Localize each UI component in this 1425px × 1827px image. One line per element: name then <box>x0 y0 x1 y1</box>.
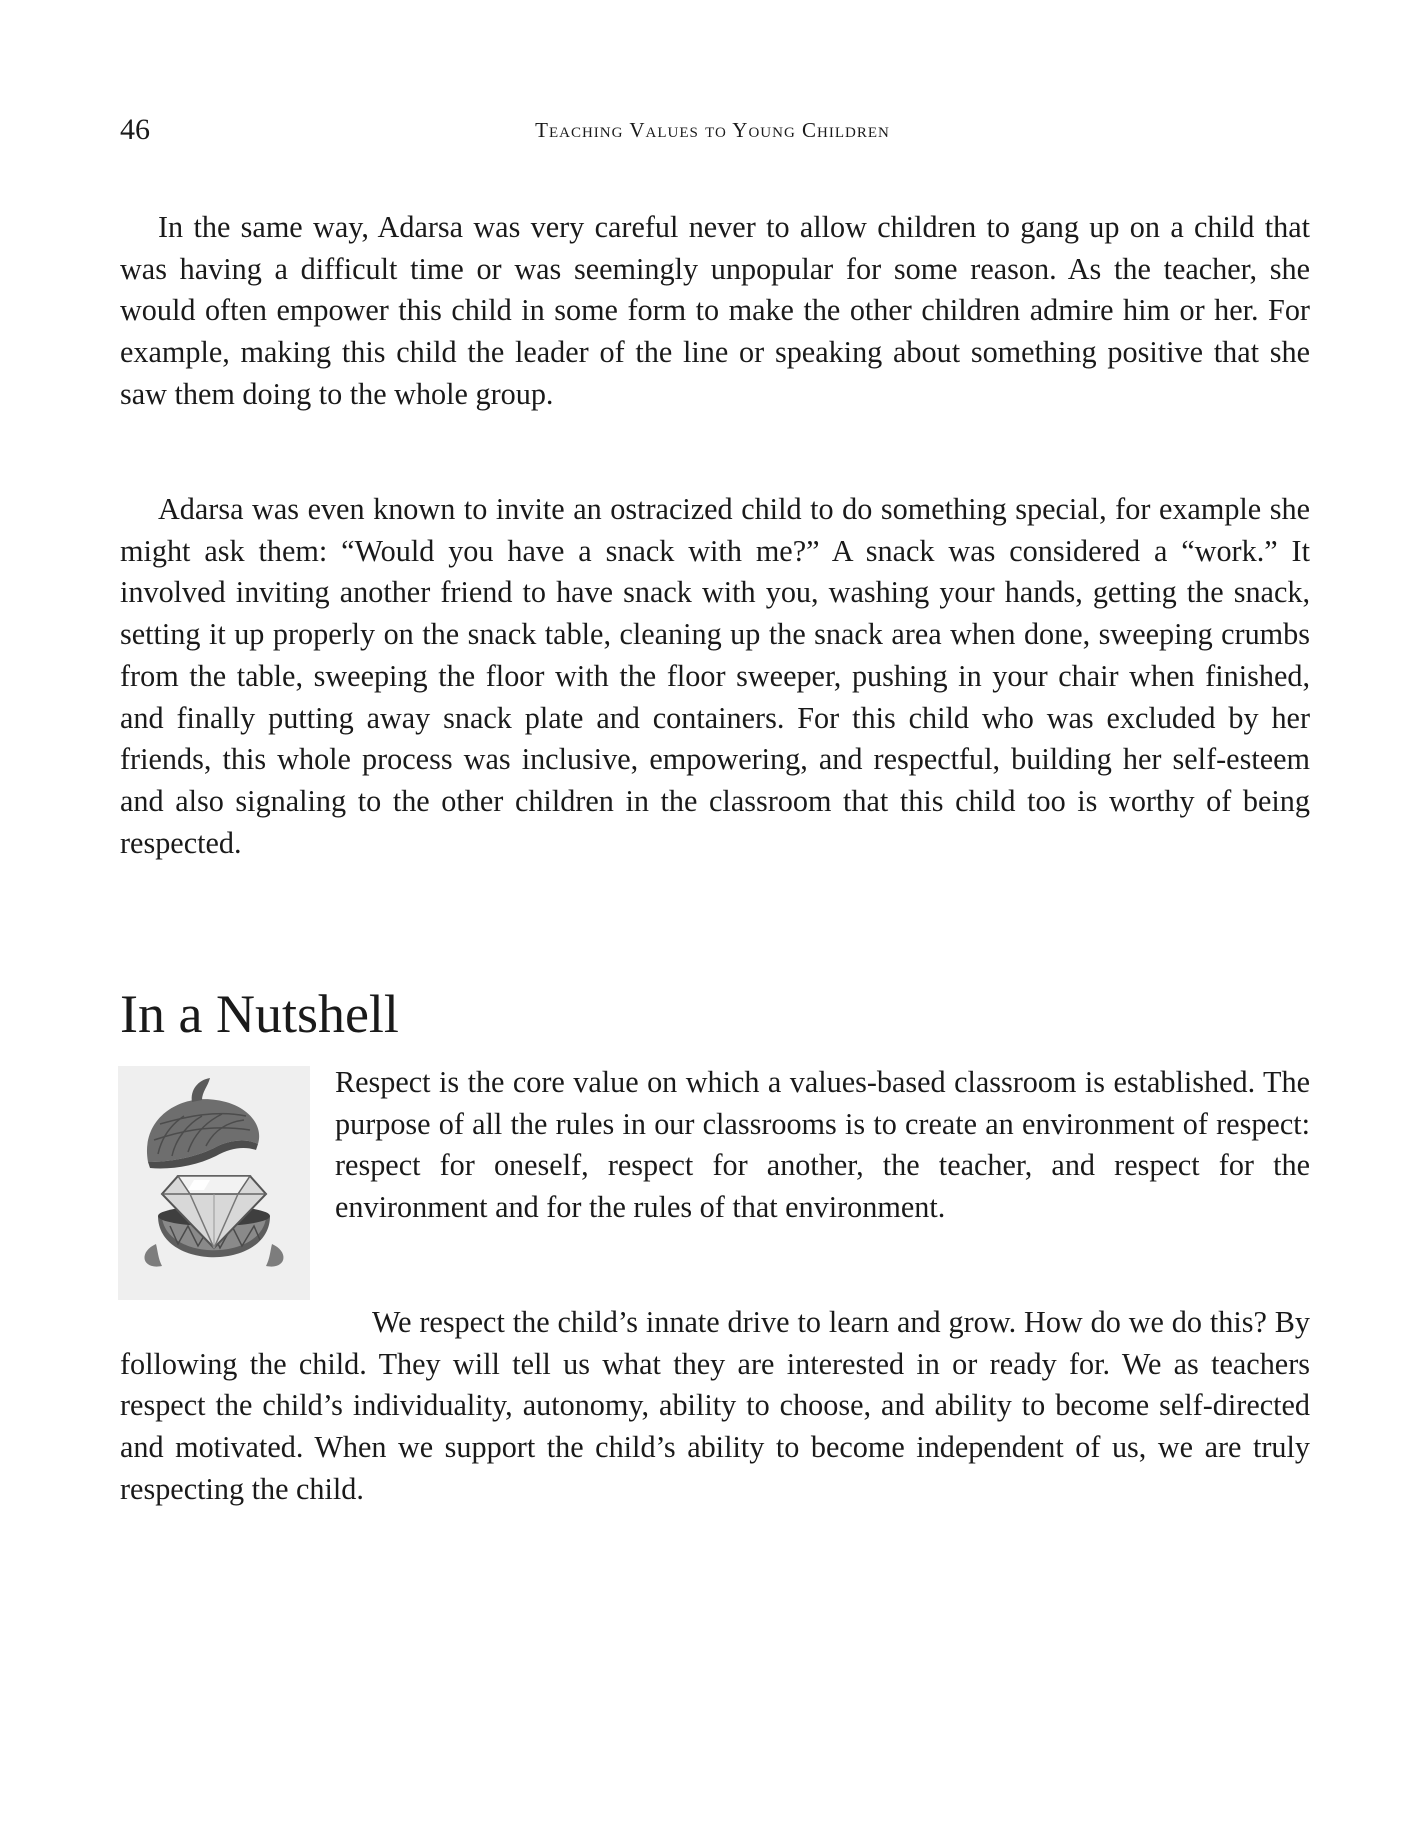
page-number: 46 <box>120 113 150 146</box>
section-paragraph: We respect the child’s innate drive to learn and grow. How do we do this? By following the child. They will tell us what they are interested in or ready for. We as teachers respect the child’s individuality, autonomy, ability to choose, and ability to become self-directed and motivated. When we support the child’s ability to become independent of us, we are truly respecting the child. <box>120 1305 1310 1506</box>
section-paragraph: Respect is the core value on which a values-based classroom is established. The purpose of all the rules in our classrooms is to create an environment of respect: respect for oneself, respect for another, the teacher, and respect for the environment and for the rules of that environment. <box>335 1065 1310 1225</box>
acorn-diamond-icon <box>118 1066 310 1300</box>
running-head: Teaching Values to Young Children <box>535 118 890 142</box>
body-paragraph: In the same way, Adarsa was very careful never to allow children to gang up on a child that was having a difficult time or was seemingly unpopular for some reason. As the teacher, she would often empower this child in some form to make the other children admire him or her. For example, making this child the leader of the line or speaking about something positive that she saw them doing to the whole group. <box>120 210 1310 411</box>
body-paragraph: Adarsa was even known to invite an ostracized child to do something special, for example she might ask them: “Would you have a snack with me?” A snack was considered a “work.” It involved inviting another friend to have snack with you, washing your hands, getting the snack, setting it up properly on the snack table, cleaning up the snack area when done, sweeping crumbs from the table, sweeping the floor with the floor sweeper, pushing in your chair when finished, and finally putting away snack plate and containers. For this child who was excluded by her friends, this whole process was inclusive, empowering, and respectful, building her self-esteem and also signaling to the other children in the classroom that this child too is worthy of being respected. <box>120 492 1310 860</box>
section-heading: In a Nutshell <box>120 984 399 1044</box>
